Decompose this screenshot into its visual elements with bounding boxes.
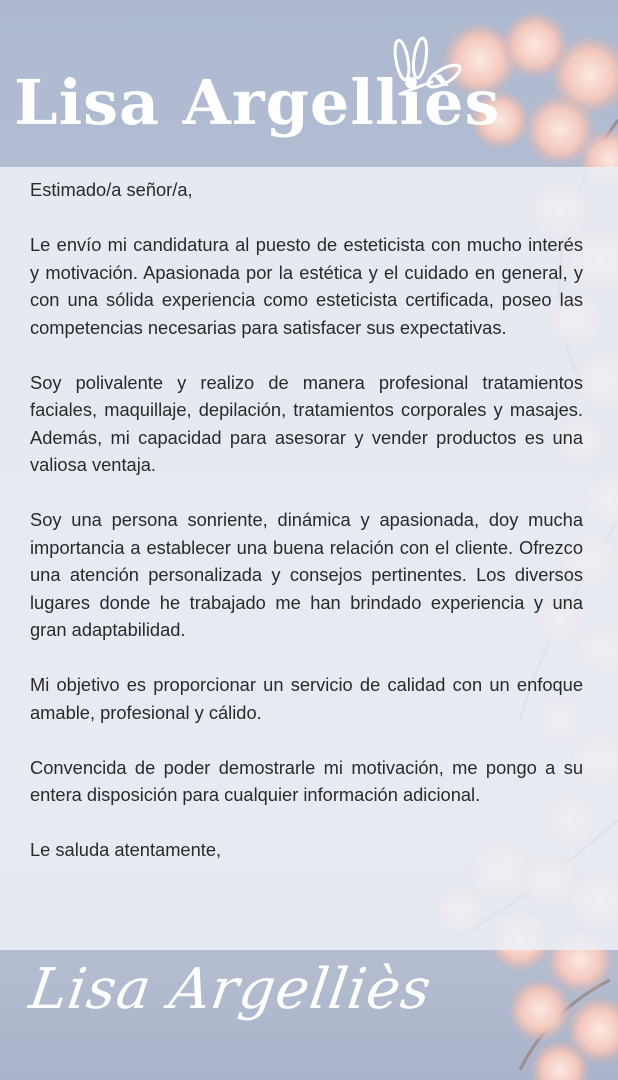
letter-paragraph-5: Convencida de poder demostrarle mi motivación, me pongo a su entera disposición para cualquier información adicional. <box>30 756 583 805</box>
letter-closing: Le saluda atentamente, <box>30 839 222 860</box>
letter-greeting: Estimado/a señor/a, <box>30 179 193 200</box>
letter-body <box>30 176 583 891</box>
letter-paragraph-2: Soy polivalente y realizo de manera profesional tratamientos faciales, maquillaje, depilación, tratamientos corporales y masajes. Además, mi capacidad para asesorar y vender productos es una valiosa ventaja. <box>30 371 583 475</box>
letter-paragraph-4: Mi objetivo es proporcionar un servicio de calidad con un enfoque amable, profesional y cálido. <box>30 674 583 723</box>
letter-paragraph-1: Le envío mi candidatura al puesto de esteticista con mucho interés y motivación. Apasionada por la estética y el cuidado en general, y con una sólida experiencia como esteticista certificada, poseo las competencias necesarias para satisfacer sus expectativas. <box>30 234 583 338</box>
page-title: Lisa Argelliès <box>14 66 501 139</box>
signature: Lisa Argelliès <box>25 957 436 1022</box>
letter-paragraph-3: Soy una persona sonriente, dinámica y apasionada, doy mucha importancia a establecer una buena relación con el cliente. Ofrezco una atención personalizada y consejos pertinentes. Los diversos lugares donde he trabajado me han brindado experiencia y una gran adaptabilidad. <box>30 509 583 640</box>
